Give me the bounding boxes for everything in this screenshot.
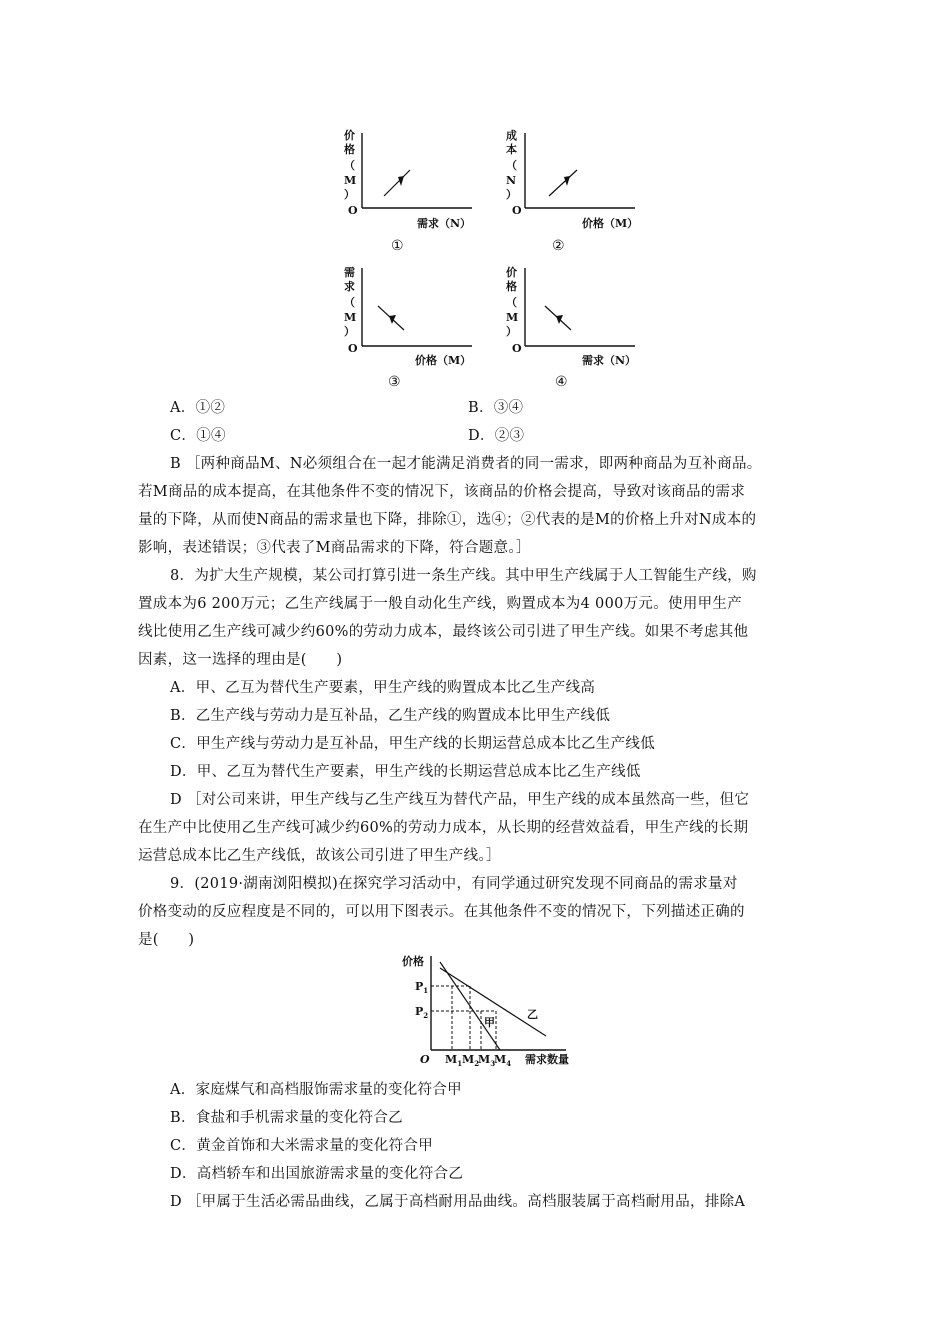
- q8-option-c: C．甲生产线与劳动力是互补品，甲生产线的长期运营总成本比乙生产线低: [170, 736, 655, 752]
- graph-3-ylabel-2: 求: [344, 280, 355, 293]
- q7-option-c: C．①④: [170, 428, 226, 444]
- q9-chart-m3-sub: 3: [490, 1059, 496, 1068]
- q9-chart-p2: $P_2$: [415, 1005, 429, 1020]
- q9-chart-curve-yi-label: 乙: [527, 1008, 538, 1021]
- graph-2-ylabel-4: N: [506, 174, 517, 187]
- graph-4-ylabel-2: 格: [506, 280, 517, 293]
- q9-stem-line-3: 是( ): [138, 932, 195, 948]
- q8-option-b: B．乙生产线与劳动力是互补品，乙生产线的购置成本比甲生产线低: [170, 708, 611, 724]
- graph-3-ylabel-4: M: [344, 311, 357, 324]
- graph-4-ylabel-4: M: [506, 311, 519, 324]
- q9-chart-m3: $M_3$: [478, 1053, 496, 1068]
- graph-1-ylabel-4: M: [344, 174, 357, 187]
- q8-stem-line-4: 因素，这一选择的理由是( ): [138, 652, 343, 668]
- q8-answer-line-1: D ［对公司来讲，甲生产线与乙生产线互为替代产品，甲生产线的成本虽然高一些，但它: [170, 792, 750, 808]
- q9-answer-line-1: D ［甲属于生活必需品曲线，乙属于高档耐用品曲线。高档服装属于高档耐用品，排除A: [170, 1194, 746, 1210]
- graph-4-origin: O: [512, 342, 522, 355]
- graph-2-curve: [549, 170, 577, 196]
- graph-1-ylabel-2: 格: [344, 143, 355, 156]
- q8-option-d: D．甲、乙互为替代生产要素，甲生产线的长期运营总成本比乙生产线低: [170, 764, 641, 780]
- q9-chart-ylabel: 价格: [402, 955, 424, 968]
- graph-1-ylabel-5: ）: [344, 188, 355, 201]
- graph-1-number: ①: [391, 238, 404, 254]
- graph-1-ylabel-1: 价: [344, 129, 355, 142]
- graph-2-origin: O: [512, 204, 522, 217]
- graph-4-xlabel: 需求（N）: [582, 354, 637, 367]
- graph-2-ylabel-2: 本: [506, 143, 517, 156]
- graph-1-origin: O: [348, 204, 358, 217]
- graph-4-arrow: [556, 315, 563, 324]
- q9-chart-m1-sub: 1: [457, 1059, 463, 1068]
- graph-2-ylabel-3: （: [506, 159, 517, 172]
- graph-2-number: ②: [552, 238, 565, 254]
- graph-3-number: ③: [388, 374, 401, 390]
- graph-3-ylabel-5: ）: [344, 325, 355, 338]
- graph-2: [506, 128, 638, 254]
- q9-chart-m1: $M_1$: [445, 1053, 463, 1068]
- graphs-figure: [0, 0, 950, 400]
- q9-stem-line-2: 价格变动的反应程度是不同的，可以用下图表示。在其他条件不变的情况下，下列描述正确的: [138, 904, 745, 920]
- graph-1-curve: [384, 170, 410, 196]
- graph-3-ylabel-3: （: [344, 296, 355, 309]
- graph-3-xlabel: 价格（M）: [415, 354, 472, 367]
- q8-stem-line-3: 线比使用乙生产线可减少约60%的劳动力成本，最终该公司引进了甲生产线。如果不考虑其他: [138, 624, 749, 640]
- graph-2-ylabel-1: 成: [506, 129, 517, 142]
- graph-3-ylabel-1: 需: [344, 266, 355, 279]
- graph-2-ylabel-5: ）: [506, 188, 517, 201]
- q7-answer-line-4: 影响，表述错误；③代表了M商品需求的下降，符合题意。］: [138, 540, 531, 556]
- q8-answer-line-2: 在生产中比使用乙生产线可减少约60%的劳动力成本，从长期的经营效益看，甲生产线的长期: [138, 820, 749, 836]
- q7-answer-line-3: 量的下降，从而使N商品的需求量也下降，排除①，选④；②代表的是M的价格上升对N成本的: [138, 512, 757, 528]
- q9-option-c: C．黄金首饰和大米需求量的变化符合甲: [170, 1138, 433, 1154]
- graph-2-xlabel: 价格（M）: [582, 217, 639, 230]
- q9-chart-m2-sub: 2: [474, 1059, 480, 1068]
- graph-3-arrow: [389, 315, 396, 324]
- q9-chart-p1: $P_1$: [415, 980, 429, 995]
- graph-1-xlabel: 需求（N）: [417, 217, 472, 230]
- q7-option-a: A．①②: [170, 400, 226, 416]
- graph-4-ylabel-1: 价: [506, 266, 517, 279]
- q9-demand-chart: [0, 950, 950, 1090]
- q8-answer-line-3: 运营总成本比乙生产线低，故该公司引进了甲生产线。］: [138, 848, 501, 864]
- q7-option-b: B．③④: [468, 400, 524, 416]
- graph-1-ylabel-3: （: [344, 159, 355, 172]
- q9-option-b: B．食盐和手机需求量的变化符合乙: [170, 1110, 403, 1126]
- q9-chart-xlabel: 需求数量: [525, 1053, 569, 1066]
- q8-stem-line-1: 8．为扩大生产规模，某公司打算引进一条生产线。其中甲生产线属于人工智能生产线，购: [170, 568, 757, 584]
- q9-chart-p2-sub: 2: [423, 1011, 429, 1020]
- q7-option-d: D．②③: [468, 428, 525, 444]
- q9-chart-curve-jia-label: 甲: [484, 1016, 495, 1029]
- q8-option-a: A．甲、乙互为替代生产要素，甲生产线的购置成本比乙生产线高: [170, 680, 596, 696]
- q9-chart-p1-sub: 1: [423, 986, 429, 995]
- graph-4-ylabel-3: （: [506, 296, 517, 309]
- graph-1: [344, 128, 472, 254]
- graph-4-number: ④: [555, 374, 568, 390]
- q9-stem-line-1: 9．(2019·湖南浏阳模拟)在探究学习活动中，有同学通过研究发现不同商品的需求量对: [170, 876, 738, 892]
- q7-answer-line-2: 若M商品的成本提高，在其他条件不变的情况下，该商品的价格会提高，导致对该商品的需求: [138, 484, 746, 500]
- graph-3: [344, 265, 472, 390]
- q9-option-d: D．高档轿车和出国旅游需求量的变化符合乙: [170, 1166, 464, 1182]
- q9-chart-m4: $M_4$: [494, 1053, 512, 1068]
- graph-3-origin: O: [348, 342, 358, 355]
- q8-stem-line-2: 置成本为6 200万元；乙生产线属于一般自动化生产线，购置成本为4 000万元。使用甲生产: [138, 596, 743, 612]
- q7-answer-line-1: B ［两种商品M、N必须组合在一起才能满足消费者的同一需求，即两种商品为互补商品。: [170, 456, 762, 472]
- q9-chart-m2: $M_2$: [462, 1053, 480, 1068]
- graph-4: [506, 265, 636, 390]
- q9-option-a: A．家庭煤气和高档服饰需求量的变化符合甲: [170, 1082, 462, 1098]
- q9-chart-origin: O: [420, 1053, 430, 1066]
- q9-chart-m4-sub: 4: [506, 1059, 512, 1068]
- graph-4-ylabel-5: ）: [506, 325, 517, 338]
